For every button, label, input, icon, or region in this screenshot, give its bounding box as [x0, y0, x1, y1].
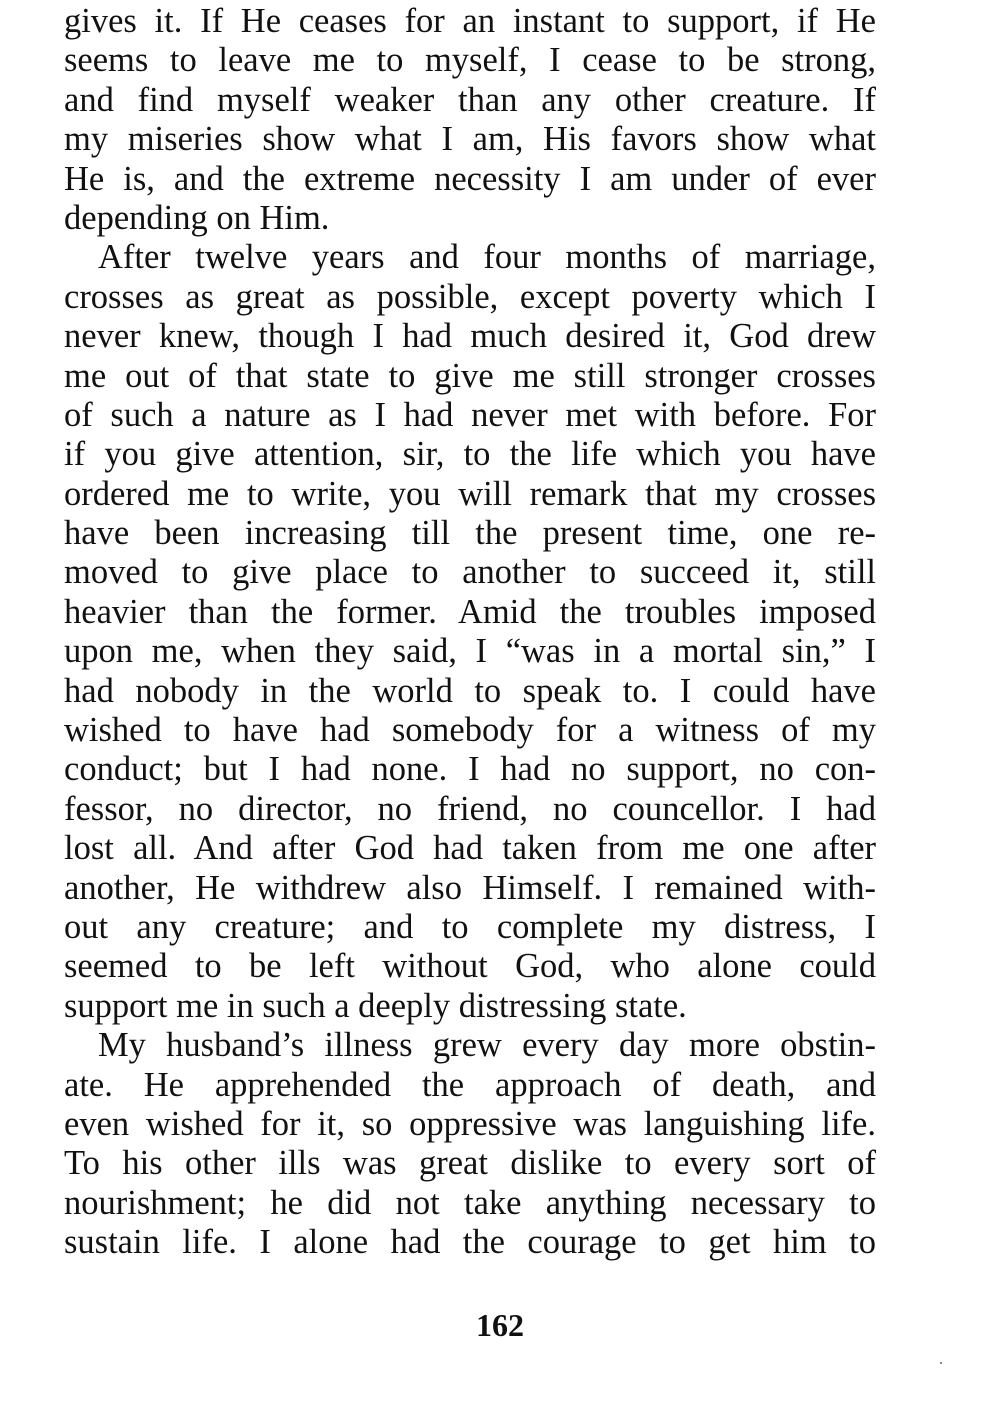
text-line: have been increasing till the present time, one re- — [64, 514, 876, 553]
text-line: After twelve years and four months of marriage, — [98, 238, 876, 277]
text-line: ordered me to write, you will remark that my crosses — [64, 474, 876, 513]
text-line: nourishment; he did not take anything necessary to — [64, 1183, 876, 1222]
paragraph — [64, 2, 876, 238]
text-line: seems to leave me to myself, I cease to be strong, — [64, 41, 876, 80]
text-line: He is, and the extreme necessity I am under of ever — [64, 159, 876, 198]
text-line: support me in such a deeply distressing state. — [64, 986, 687, 1025]
text-line: even wished for it, so oppressive was languishing life. — [64, 1104, 876, 1143]
text-line: moved to give place to another to succeed it, still — [64, 553, 876, 592]
text-line: seemed to be left without God, who alone could — [64, 947, 876, 986]
text-line: crosses as great as possible, except poverty which I — [64, 277, 876, 316]
text-line: sustain life. I alone had the courage to get him to — [64, 1223, 876, 1262]
text-line: me out of that state to give me still stronger crosses — [64, 356, 876, 395]
scan-speck — [940, 1362, 942, 1364]
text-line: conduct; but I had none. I had no support, no con- — [64, 750, 876, 789]
text-line: my miseries show what I am, His favors show what — [64, 120, 876, 159]
text-line: lost all. And after God had taken from me one after — [64, 829, 876, 868]
text-line: and find myself weaker than any other creature. If — [64, 80, 876, 119]
text-line: never knew, though I had much desired it, God drew — [64, 317, 876, 356]
paragraph — [64, 238, 876, 1026]
text-line: upon me, when they said, I “was in a mortal sin,” I — [64, 632, 876, 671]
text-line: ate. He apprehended the approach of death, and — [64, 1065, 876, 1104]
text-line: fessor, no director, no friend, no councellor. I had — [64, 789, 876, 828]
page-number: 162 — [476, 1307, 524, 1343]
text-line: heavier than the former. Amid the troubles imposed — [64, 592, 876, 631]
text-line: if you give attention, sir, to the life which you have — [64, 435, 876, 474]
text-line: wished to have had somebody for a witness of my — [64, 711, 876, 750]
text-line: depending on Him. — [64, 198, 330, 237]
text-line: another, He withdrew also Himself. I remained with- — [64, 868, 876, 907]
text-line: of such a nature as I had never met with before. For — [64, 395, 876, 434]
body-text — [64, 2, 876, 1263]
paragraph — [64, 1026, 876, 1262]
text-line: My husband’s illness grew every day more obstin- — [98, 1026, 876, 1065]
text-line: To his other ills was great dislike to every sort of — [64, 1144, 876, 1183]
text-line: gives it. If He ceases for an instant to support, if He — [64, 2, 876, 40]
text-line: out any creature; and to complete my distress, I — [64, 907, 876, 946]
text-line: had nobody in the world to speak to. I could have — [64, 671, 876, 710]
